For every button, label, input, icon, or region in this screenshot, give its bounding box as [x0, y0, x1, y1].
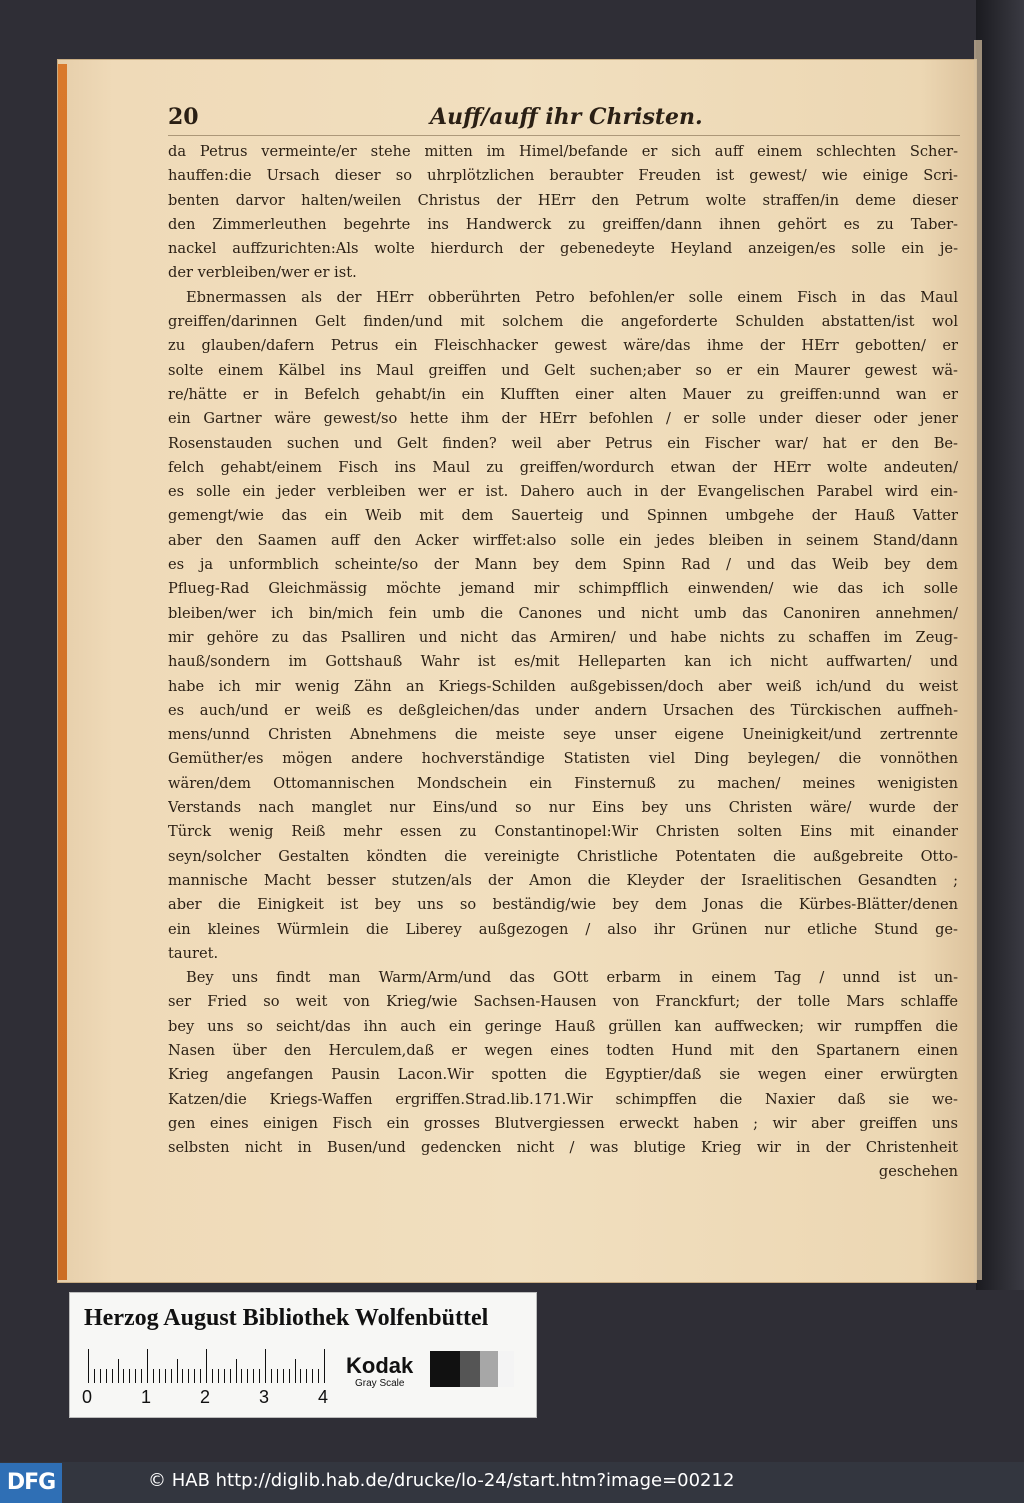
text-line: Nasen über den Herculem,daß er wegen eines todten Hund mit den Spartanern einen [168, 1041, 958, 1059]
ruler-tick [247, 1369, 248, 1383]
ruler-label: 4 [318, 1387, 329, 1407]
text-line: gemengt/wie das ein Weib mit dem Sauerteig und Spinnen umbgehe der Hauß Vatter [168, 507, 958, 525]
text-line: es auch/und er weiß es deßgleichen/das under andern Ursachen des Türckischen auffneh- [168, 701, 958, 719]
gray-patch [460, 1351, 480, 1387]
text-line: selbsten nicht in Busen/und gedencken nicht / was blutige Krieg wir in der Christenheit [168, 1139, 958, 1157]
text-line: habe ich mir wenig Zähn an Kriegs-Schilden außgebissen/doch aber weiß ich/und du weist [168, 677, 958, 695]
ruler-label: 0 [82, 1387, 93, 1407]
ruler-tick [165, 1369, 166, 1383]
text-line: da Petrus vermeinte/er stehe mitten im Himel/befande er sich auff einem schlechten Scher- [168, 143, 958, 160]
text-line: es solle ein jeder verbleiben wer er ist. Dahero auch in der Evangelischen Parabel wird ein- [168, 483, 958, 501]
text-line: nackel auffzurichten:Als wolte hierdurch der gebenedeyte Heyland anzeigen/es solle ein je- [168, 240, 958, 258]
dfg-logo: DFG [0, 1463, 62, 1503]
facing-page-shadow [976, 0, 1024, 1290]
ruler-tick [177, 1359, 178, 1383]
ruler-tick [200, 1369, 201, 1383]
text-line: hauß/sondern im Gottshauß Wahr ist es/mit Helleparten kan ich nicht auffwarten/ und [168, 653, 958, 671]
ruler-tick [159, 1369, 160, 1383]
text-line: zu glauben/dafern Petrus ein Fleischhacker gewest wäre/das ihme der HErr gebotten/ er [168, 337, 958, 355]
ruler-tick [182, 1369, 183, 1383]
text-line: ein kleines Würmlein die Liberey außgezogen / also ihr Grünen nur etliche Stund ge- [168, 920, 958, 938]
ruler-tick [153, 1369, 154, 1383]
ruler-tick [230, 1369, 231, 1383]
scale-ruler [88, 1349, 338, 1383]
ruler-tick [188, 1369, 189, 1383]
text-line: seyn/solcher Gestalten köndten die vereinigte Christliche Potentaten die außgebreite Otto- [168, 847, 958, 865]
ruler-tick [289, 1369, 290, 1383]
ruler-tick [236, 1359, 237, 1383]
ruler-tick [123, 1369, 124, 1383]
ruler-tick [277, 1369, 278, 1383]
ruler-tick [118, 1359, 119, 1383]
text-line: Ebnermassen als der HErr obberührten Petro befohlen/er solle einem Fisch in das Maul [186, 288, 958, 306]
text-line: felch gehabt/einem Fisch ins Maul zu greiffen/wordurch etwan der HErr wolte andeuten/ [168, 458, 958, 476]
text-line: den Zimmerleuthen begehrte ins Handwerck zu greiffen/dann ihnen gehört es zu Taber- [168, 215, 958, 233]
text-line: tauret. [168, 944, 219, 962]
ruler-tick [312, 1369, 313, 1383]
ruler-tick [259, 1369, 260, 1383]
ruler-tick [100, 1369, 101, 1383]
ruler-tick [94, 1369, 95, 1383]
ruler-tick [318, 1369, 319, 1383]
ruler-tick [141, 1369, 142, 1383]
text-line: mannische Macht besser stutzen/als der Amon die Kleyder der Israelitischen Gesandten ; [168, 871, 958, 889]
ruler-tick [212, 1369, 213, 1383]
gray-scale-label: Gray Scale [355, 1378, 405, 1389]
ruler-label: 3 [259, 1387, 270, 1407]
text-line: aber den Saamen auff den Acker wirffet:also solle ein jedes bleiben in seinem Stand/dann [168, 531, 958, 549]
page-gutter [974, 40, 982, 1280]
ruler-tick [218, 1369, 219, 1383]
text-line: gen eines einigen Fisch ein grosses Blutvergiessen erweckt haben ; wir aber greiffen uns [168, 1114, 958, 1132]
color-reference-card [70, 1293, 536, 1417]
ruler-tick [295, 1359, 296, 1383]
catchword: geschehen [878, 1163, 958, 1181]
text-line: es ja unformblich scheinte/so der Mann bey dem Spinn Rad / und das Weib bey dem [168, 556, 958, 574]
running-head [168, 104, 958, 134]
ruler-label: 1 [141, 1387, 152, 1407]
text-line: mens/unnd Christen Abnehmens die meiste seye unser eigene Uneinigkeit/und zertrennte [168, 726, 958, 744]
copyright-credit: © HAB http://diglib.hab.de/drucke/lo-24/start.htm?image=00212 [148, 1470, 735, 1491]
text-line: bleiben/wer ich bin/mich fein umb die Canones und nicht umb das Canoniren annehmen/ [168, 604, 958, 622]
ruler-tick [306, 1369, 307, 1383]
ruler-tick [265, 1349, 266, 1383]
text-line: Bey uns findt man Warm/Arm/und das GOtt erbarm in einem Tag / unnd ist un- [186, 969, 958, 987]
text-line: mir gehöre zu das Psalliren und nicht das Armiren/ und habe nichts zu schaffen im Zeug- [168, 628, 958, 646]
text-line: Gemüther/es mögen andere hochverständige Statisten viel Ding beylegen/ die vonnöthen [168, 750, 958, 768]
gray-scale-patches [430, 1351, 514, 1387]
text-line: aber die Einigkeit ist bey uns so beständig/wie bey dem Jonas die Kürbes-Blätter/denen [168, 896, 958, 914]
text-line: bey uns so seicht/das ihn auch ein geringe Hauß grüllen kan auffwecken; wir rumpffen die [168, 1017, 958, 1035]
ruler-tick [194, 1369, 195, 1383]
text-line: ein Gartner wäre gewest/so hette ihm der HErr befohlen / er solle under dieser oder jener [168, 410, 958, 428]
ruler-tick [300, 1369, 301, 1383]
ruler-tick [106, 1369, 107, 1383]
text-line: Pflueg-Rad Gleichmässig möchte jemand mir schimpfflich einwenden/ wie das ich solle [168, 580, 958, 598]
ruler-tick [135, 1369, 136, 1383]
text-line: greiffen/darinnen Gelt finden/und mit solchem die angeforderte Schulden abstatten/ist wol [168, 313, 958, 331]
text-line: Verstands nach manglet nur Eins/und so nur Eins bey uns Christen wäre/ wurde der [168, 799, 958, 817]
ruler-tick [129, 1369, 130, 1383]
ruler-tick [112, 1369, 113, 1383]
ruler-tick [206, 1349, 207, 1383]
page-edge-stain [58, 64, 67, 1280]
ruler-label: 2 [200, 1387, 211, 1407]
text-line: wären/dem Ottomannischen Mondschein ein Finsternuß zu machen/ meines wenigisten [168, 774, 958, 792]
text-line: hauffen:die Ursach dieser so uhrplötzlichen beraubter Freuden ist gewest/ wie einige Scri- [168, 167, 958, 185]
text-line: Türck wenig Reiß mehr essen zu Constantinopel:Wir Christen solten Eins mit einander [168, 823, 958, 841]
running-title: Auff/auff ihr Christen. [430, 104, 703, 130]
text-line: Katzen/die Kriegs-Waffen ergriffen.Strad.lib.171.Wir schimpffen die Naxier daß sie we- [168, 1090, 958, 1108]
text-line: re/hätte er in Befelch gehabt/in ein Klufften einer alten Mauer zu greiffen:unnd wan er [168, 385, 958, 403]
ruler-tick [253, 1369, 254, 1383]
ruler-tick [283, 1369, 284, 1383]
text-line: der verbleiben/wer er ist. [168, 264, 357, 282]
library-name: Herzog August Bibliothek Wolfenbüttel [84, 1305, 489, 1331]
text-line: ser Fried so weit von Krieg/wie Sachsen-Hausen von Franckfurt; der tolle Mars schlaffe [168, 993, 958, 1011]
ruler-tick [241, 1369, 242, 1383]
ruler-tick [88, 1349, 89, 1383]
text-line: solte einem Kälbel ins Maul greiffen und Gelt suchen;aber so er ein Maurer gewest wä- [168, 361, 958, 379]
ruler-tick [224, 1369, 225, 1383]
kodak-logo: Kodak [346, 1353, 414, 1378]
text-line: benten darvor halten/weilen Christus der HErr den Petrum wolte straffen/in deme dieser [168, 191, 958, 209]
page-number: 20 [168, 104, 199, 130]
gray-patch [430, 1351, 460, 1387]
gray-patch [480, 1351, 498, 1387]
ruler-tick [171, 1369, 172, 1383]
text-line: Rosenstauden suchen und Gelt finden? weil aber Petrus ein Fischer war/ hat er den Be- [168, 434, 958, 452]
ruler-tick [147, 1349, 148, 1383]
body-text [168, 140, 958, 1185]
header-rule [168, 135, 960, 136]
ruler-tick [271, 1369, 272, 1383]
ruler-tick [324, 1349, 325, 1383]
gray-patch [498, 1351, 514, 1387]
text-line: Krieg angefangen Pausin Lacon.Wir spotten die Egyptier/daß sie wegen einer erwürgten [168, 1066, 958, 1084]
